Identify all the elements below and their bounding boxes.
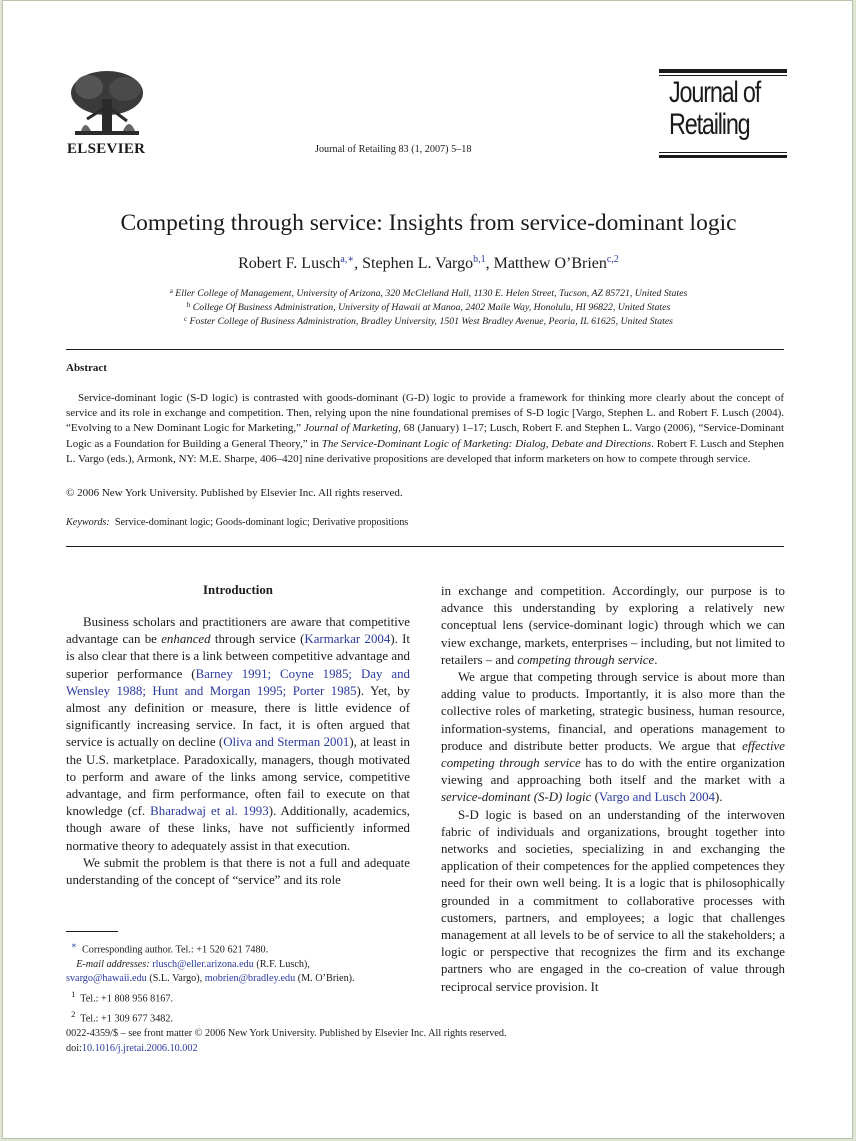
- publisher-name: ELSEVIER: [67, 141, 146, 157]
- abstract-text: Service-dominant logic (S-D logic) is contrasted with goods-dominant (G-D) logic to provide a framework for thinking more clearly about the concept of service and its role in exchange and competition. Then, relying upon the nine foundational premises of S-D logic [Vargo, Stephen L. and Robert F. Lusch (2004). “Evolving to a New Dominant Logic for Marketing,”: [66, 392, 784, 435]
- paragraph: Business scholars and practitioners are aware that competitive advantage can be enhanced through service (Karmarkar 2004). It is also clear that there is a link between competitive advantage and superior performance (Barney 1991; Coyne 1985; Day and Wensley 1988; Hunt and Morgan 1995; Porter 1985). Yet, by almost any definition or measure, there is little evidence of significantly increasing service. In fact, it is often argued that service is actually on decline (Oliva and Sterman 2001), at least in the U.S. marketplace. Paradoxically, managers, though motivated to perform and aware of the links among service, competitive advantage, and firm performance, often fail to execute on that knowledge (cf. Bharadwaj et al. 1993). Additionally, academics, though aware of these links, have not sufficiently informed normative theory to adequately assist in that execution.: [66, 615, 410, 853]
- footer-issn: 0022-4359/$ – see front matter © 2006 New York University. Published by Elsevier Inc. All rights reserved.: [66, 1028, 507, 1039]
- abstract-text-italic: The Service-Dominant Logic of Marketing: Dialog, Debate and Directions: [321, 437, 652, 450]
- author-affil-mark[interactable]: c,2: [606, 254, 619, 265]
- author-list: Robert F. Lusch$^{a,∗}$, Stephen L. Vargo$^{b,1}$, Matthew O’Brien$^{c,2}$: [238, 254, 619, 272]
- paragraph: We argue that competing through service is about more than adding value to products. Importantly, it is also more than the collective roles of marketing, strategic business, human resource, information-systems, financial, and operations management to produce and distribute better products. We argue that effective competing through service has to do with the entire organization viewing and approaching both itself and the market with a service-dominant (S-D) logic (Vargo and Lusch 2004).: [441, 670, 785, 805]
- email-link[interactable]: rlusch@eller.arizona.edu: [152, 958, 254, 970]
- citation-link[interactable]: Vargo and Lusch 2004: [598, 790, 715, 805]
- affiliation-mark: c: [183, 315, 188, 323]
- masthead-rule: [659, 152, 787, 153]
- abstract-body: [66, 391, 784, 467]
- affiliation: [3, 315, 854, 327]
- citation-link[interactable]: Oliva and Sterman 2001: [223, 735, 350, 750]
- journal-logo-line2: Retailing: [669, 108, 750, 141]
- author-name: Matthew O’Brien: [493, 255, 607, 272]
- affiliation-mark: b: [186, 301, 191, 309]
- affiliation-text: Eller College of Management, University of Arizona, 320 McClelland Hall, 1130 E. Helen Street, Tucson, AZ 85721, United States: [175, 288, 688, 299]
- affiliation: [3, 301, 854, 313]
- doi-link[interactable]: 10.1016/j.jretai.2006.10.002: [81, 1043, 198, 1054]
- citation-link[interactable]: Barney 1991; Coyne 1985; Day and Wensley 1988; Hunt and Morgan 1995; Porter 1985: [66, 666, 410, 698]
- masthead-rule: [659, 155, 787, 158]
- footnote-text: Tel.: +1 808 956 8167.: [80, 993, 174, 1005]
- abstract-copyright: © 2006 New York University. Published by Elsevier Inc. All rights reserved.: [66, 487, 403, 499]
- abstract-text: . Robert F. Lusch and Stephen L. Vargo (eds.), Armonk, NY: M.E. Sharpe, 406–420] nine derivative propositions are developed that inform marketers on how to compete through service.: [66, 437, 784, 465]
- footnote-mark: 2: [71, 1008, 76, 1019]
- abstract-heading: Abstract: [66, 362, 107, 374]
- section-divider: [66, 546, 784, 547]
- paragraph: S-D logic is based on an understanding of the interwoven fabric of individuals and organizations, brought together into networks and societies, specializing in and exchanging the application of their competences for the applied competences they need for their own well being. It is a logic that is philosophically grounded in a commitment to collaborative processes with customers, partners, and employees; a logic that challenges management at all levels to be of service to all the stakeholders; a logic or perspective that recognizes the firm and its exchange partners who are engaged in the co-creation of value through reciprocal service provision. It: [441, 807, 785, 994]
- paragraph: in exchange and competition. Accordingly, our purpose is to advance this understanding by exploring a relatively new conceptual lens (service-dominant logic) through which we can view exchange, markets, enterprises – including, but not limited to retailers – and competing through service.: [441, 584, 785, 667]
- section-heading-introduction: Introduction: [203, 583, 273, 597]
- footer-doi: doi:10.1016/j.jretai.2006.10.002: [66, 1043, 198, 1054]
- section-divider: [66, 349, 784, 350]
- footnote-rule: [66, 931, 118, 932]
- email-link[interactable]: svargo@hawaii.edu: [66, 973, 147, 985]
- keywords-text: Service-dominant logic; Goods-dominant logic; Derivative propositions: [114, 517, 409, 528]
- author-affil-mark[interactable]: b,1: [473, 254, 486, 265]
- footnotes: ∗ Corresponding author. Tel.: +1 520 621 7480. E-mail addresses: rlusch@eller.arizona.edu (R.F. Lusch), svargo@hawaii.edu (S.L. Vargo), mobrien@bradley.edu (M. O’Brien). $^1$ Tel.: +1 808 956 8167. $^2$ Tel.: +1 309 677 3482.: [66, 940, 355, 1025]
- author-affil-mark[interactable]: a,∗: [340, 254, 355, 265]
- author-name: Stephen L. Vargo: [362, 255, 474, 272]
- affiliation-text: Foster College of Business Administration, Bradley University, 1501 West Bradley Avenue, Peoria, IL 61625, United States: [189, 316, 673, 327]
- affiliation-mark: a: [169, 287, 173, 295]
- journal-logo-line1: Journal of: [669, 76, 761, 109]
- footnote-text: Corresponding author. Tel.: +1 520 621 7480.: [81, 944, 269, 956]
- citation-link[interactable]: Karmarkar 2004: [304, 632, 391, 647]
- article-title: Competing through service: Insights from service-dominant logic: [120, 210, 737, 236]
- right-column: [441, 583, 785, 996]
- footnote-mark: ∗: [71, 940, 77, 950]
- footnote-text: Tel.: +1 309 677 3482.: [80, 1013, 174, 1025]
- author-name: Robert F. Lusch: [238, 255, 341, 272]
- page-footer: [66, 1026, 507, 1056]
- email-label: E-mail addresses:: [76, 958, 150, 970]
- keywords: [66, 517, 408, 528]
- journal-citation: Journal of Retailing 83 (1, 2007) 5–18: [315, 144, 472, 155]
- citation-link[interactable]: Bharadwaj et al. 1993: [150, 804, 269, 819]
- affiliation-text: College Of Business Administration, University of Hawaii at Manoa, 2402 Maile Way, Honolulu, HI 96822, United States: [192, 302, 671, 313]
- email-link[interactable]: mobrien@bradley.edu: [204, 973, 296, 985]
- abstract-text: , 68 (January) 1–17; Lusch, Robert F. and Stephen L. Vargo (2006), “Service-Dominant Logic as a Foundation for Building a General Theory,” in: [66, 422, 784, 450]
- keywords-label: Keywords:: [66, 517, 110, 528]
- abstract-text-italic: Journal of Marketing: [303, 422, 399, 435]
- left-column: [66, 600, 410, 889]
- paragraph: We submit the problem is that there is not a full and adequate understanding of the concept of “service” and its role: [66, 855, 410, 888]
- footnote-mark: 1: [71, 988, 76, 999]
- article-page: [2, 0, 853, 1139]
- masthead-rule: [659, 69, 787, 73]
- affiliation: [3, 287, 854, 299]
